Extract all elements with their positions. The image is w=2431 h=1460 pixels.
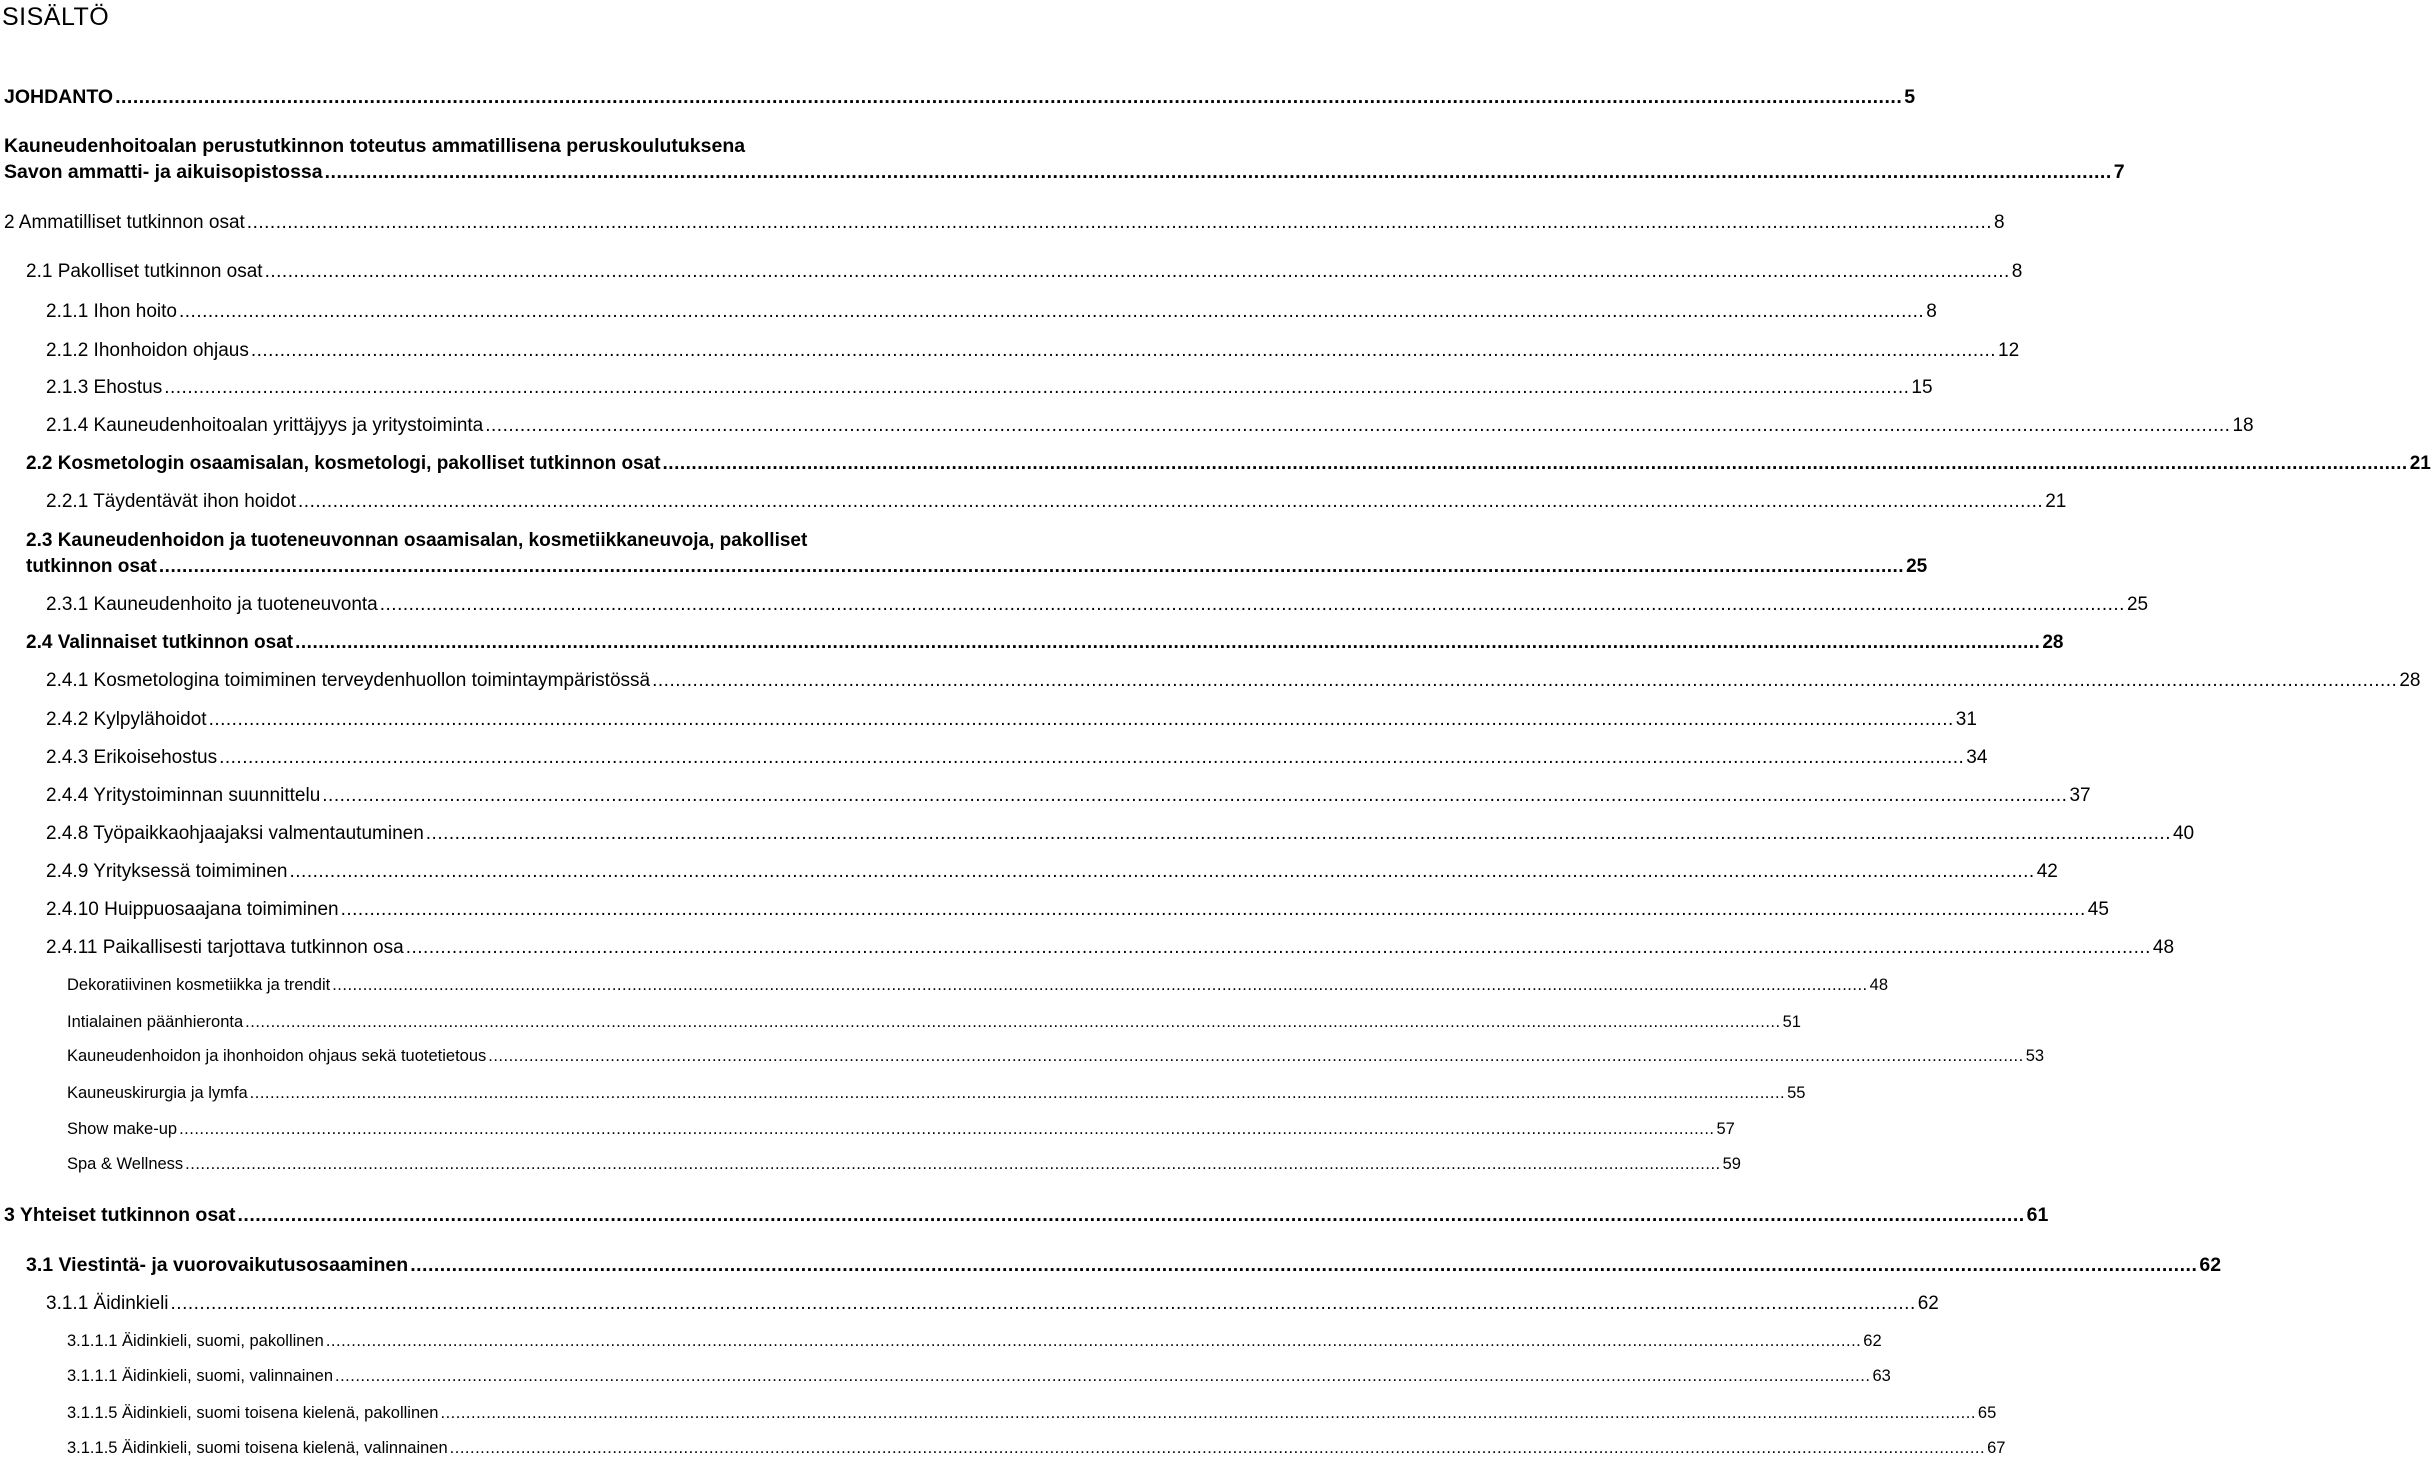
toc-dot-leader: .............................................................................................................................................................................................................................................................................................................. [335,1367,1871,1385]
toc-page-number: 25 [1906,556,1928,577]
toc-page-number: 25 [2126,594,2149,615]
toc-page-number: 55 [1787,1084,1806,1102]
toc-dot-leader: .............................................................................................................................................................................................................................................................................................................. [410,1254,2198,1276]
toc-entry-first-line: 2.3 Kauneudenhoidon ja tuoteneuvonnan osaamisalan, kosmetiikkaneuvoja, pakolliset [26,530,808,551]
toc-entry-title: 2.4.8 Työpaikkaohjaajaksi valmentautuminen [46,823,424,844]
toc-dot-leader: .............................................................................................................................................................................................................................................................................................................. [488,1047,2024,1065]
toc-dot-leader: .............................................................................................................................................................................................................................................................................................................. [115,86,1903,108]
toc-dot-leader: .............................................................................................................................................................................................................................................................................................................. [289,861,2035,882]
toc-entry[interactable] [26,1253,2222,1277]
toc-entry[interactable] [4,1203,2049,1227]
toc-entry-title: Intialainen päänhieronta [67,1013,244,1031]
toc-entry[interactable] [4,160,2125,184]
toc-dot-leader: .............................................................................................................................................................................................................................................................................................................. [264,261,2010,282]
toc-entry-title: 2.1.2 Ihonhoidon ohjaus [46,340,249,361]
toc-entry[interactable] [46,898,2109,922]
toc-entry[interactable] [46,1292,1939,1316]
toc-page-number: 37 [2069,785,2091,806]
toc-dot-leader: .............................................................................................................................................................................................................................................................................................................. [340,899,2086,920]
toc-entry-title: 2.1.3 Ehostus [46,377,163,398]
toc-dot-leader: .............................................................................................................................................................................................................................................................................................................. [652,670,2398,691]
toc-entry[interactable] [46,376,1933,400]
toc-entry[interactable] [67,1437,2006,1459]
toc-dot-leader: .............................................................................................................................................................................................................................................................................................................. [158,556,1905,577]
toc-page-number: 28 [2399,670,2421,691]
toc-page-number: 61 [2026,1204,2049,1226]
toc-dot-leader: .............................................................................................................................................................................................................................................................................................................. [185,1155,1721,1173]
toc-page-number: 67 [1987,1439,2006,1457]
toc-entry-title: Dekoratiivinen kosmetiikka ja trendit [67,976,331,994]
toc-page-number: 51 [1782,1013,1801,1031]
toc-entry-title: 3 Yhteiset tutkinnon osat [4,1204,236,1226]
toc-page-number: 34 [1966,747,1988,768]
toc-dot-leader: .............................................................................................................................................................................................................................................................................................................. [322,785,2068,806]
toc-entry[interactable] [67,1402,1997,1424]
toc-entry-title: 2.4.9 Yrityksessä toimiminen [46,861,288,882]
toc-entry[interactable] [4,85,1916,109]
toc-entry-title: 2.1 Pakolliset tutkinnon osat [26,261,263,282]
toc-entry[interactable] [46,490,2067,514]
toc-page-number: 63 [1872,1367,1891,1385]
toc-entry-first-line: Kauneudenhoitoalan perustutkinnon toteutus ammatillisena peruskoulutuksena [4,135,746,157]
toc-entry-title: tutkinnon osat [26,556,157,577]
toc-entry[interactable] [46,300,1937,324]
toc-dot-leader: .............................................................................................................................................................................................................................................................................................................. [179,1120,1715,1138]
toc-entry[interactable] [67,1045,2045,1067]
toc-entry[interactable] [46,860,2058,884]
toc-dot-leader: .............................................................................................................................................................................................................................................................................................................. [179,301,1925,322]
toc-entry[interactable] [67,1118,1735,1140]
toc-dot-leader: .............................................................................................................................................................................................................................................................................................................. [332,976,1868,994]
toc-dot-leader: .............................................................................................................................................................................................................................................................................................................. [425,823,2171,844]
toc-entry[interactable] [46,669,2421,693]
toc-entry-title: 3.1.1.5 Äidinkieli, suomi toisena kielenä, pakollinen [67,1404,439,1422]
toc-entry-title: 2.4.4 Yritystoiminnan suunnittelu [46,785,321,806]
toc-entry-title: Kauneuskirurgia ja lymfa [67,1084,248,1102]
toc-page-number: 7 [2113,161,2125,183]
toc-entry[interactable] [67,1082,1806,1104]
toc-page-number: 53 [2025,1047,2045,1065]
toc-dot-leader: .............................................................................................................................................................................................................................................................................................................. [662,453,2408,474]
toc-entry[interactable] [4,211,2005,235]
toc-entry[interactable] [67,1365,1891,1387]
toc-page-number: 21 [2045,491,2067,512]
toc-entry[interactable] [46,708,1977,732]
toc-entry-title: 2.2.1 Täydentävät ihon hoidot [46,491,297,512]
toc-dot-leader: .............................................................................................................................................................................................................................................................................................................. [405,937,2151,958]
toc-dot-leader: .............................................................................................................................................................................................................................................................................................................. [170,1293,1916,1314]
toc-entry[interactable] [46,339,2020,363]
toc-dot-leader: .............................................................................................................................................................................................................................................................................................................. [379,594,2125,615]
toc-entry-title: 2.4 Valinnaiset tutkinnon osat [26,632,294,653]
toc-page-number: 8 [2011,261,2023,282]
toc-entry[interactable] [46,936,2175,960]
toc-page-number: 31 [1955,709,1977,730]
toc-dot-leader: .............................................................................................................................................................................................................................................................................................................. [298,491,2044,512]
toc-page-number: 45 [2087,899,2109,920]
toc-page-number: 59 [1722,1155,1741,1173]
toc-dot-leader: .............................................................................................................................................................................................................................................................................................................. [237,1204,2025,1226]
toc-dot-leader: .............................................................................................................................................................................................................................................................................................................. [164,377,1910,398]
toc-entry[interactable] [46,746,1988,770]
toc-page-number: 15 [1911,377,1933,398]
toc-entry-title: 2.1.4 Kauneudenhoitoalan yrittäjyys ja yritystoiminta [46,415,484,436]
toc-entry-title: JOHDANTO [4,86,114,108]
toc-entry-title: 3.1.1.5 Äidinkieli, suomi toisena kielenä, valinnainen [67,1439,448,1457]
toc-page-number: 62 [1917,1293,1939,1314]
page-title: SISÄLTÖ [2,3,110,31]
toc-entry-title: Spa & Wellness [67,1155,184,1173]
toc-page-number: 28 [2042,632,2064,653]
toc-entry-title: 2.3.1 Kauneudenhoito ja tuoteneuvonta [46,594,378,615]
toc-page-number: 62 [2199,1254,2222,1276]
toc-page-number: 62 [1863,1332,1882,1350]
toc-entry-title: 3.1.1 Äidinkieli [46,1293,169,1314]
toc-entry-title: 2.4.3 Erikoisehostus [46,747,218,768]
toc-page-number: 5 [1904,86,1916,108]
toc-entry[interactable] [67,974,1888,996]
toc-entry-title: 2.2 Kosmetologin osaamisalan, kosmetologi, pakolliset tutkinnon osat [26,453,661,474]
toc-entry[interactable] [46,784,2091,808]
toc-dot-leader: .............................................................................................................................................................................................................................................................................................................. [295,632,2041,653]
toc-entry-title: Show make-up [67,1120,178,1138]
toc-page-number: 21 [2409,453,2431,474]
toc-entry-title: 2.4.1 Kosmetologina toimiminen terveydenhuollon toimintaympäristössä [46,670,651,691]
toc-entry[interactable] [26,555,1928,579]
toc-dot-leader: .............................................................................................................................................................................................................................................................................................................. [208,709,1954,730]
toc-entry[interactable] [67,1153,1741,1175]
toc-entry[interactable] [26,452,2431,476]
toc-entry[interactable] [67,1011,1801,1033]
toc-page-number: 40 [2172,823,2195,844]
toc-entry-title: 2.4.2 Kylpylähoidot [46,709,207,730]
toc-dot-leader: .............................................................................................................................................................................................................................................................................................................. [219,747,1965,768]
toc-page-number: 65 [1977,1404,1997,1422]
toc-entry[interactable] [46,593,2149,617]
toc-page-number: 48 [1869,976,1888,994]
toc-dot-leader: .............................................................................................................................................................................................................................................................................................................. [440,1404,1976,1422]
toc-entry-title: 2.4.11 Paikallisesti tarjottava tutkinnon osa [46,937,404,958]
toc-dot-leader: .............................................................................................................................................................................................................................................................................................................. [449,1439,1986,1457]
toc-entry-title: 3.1.1.1 Äidinkieli, suomi, valinnainen [67,1367,333,1385]
toc-dot-leader: .............................................................................................................................................................................................................................................................................................................. [245,1013,1781,1031]
toc-page-number: 8 [1994,212,2005,233]
toc-entry[interactable] [67,1330,1882,1352]
toc-dot-leader: .............................................................................................................................................................................................................................................................................................................. [249,1084,1786,1102]
toc-entry[interactable] [26,631,2064,655]
toc-entry-title: 2.4.10 Huippuosaajana toimiminen [46,899,339,920]
toc-dot-leader: .............................................................................................................................................................................................................................................................................................................. [325,1332,1862,1350]
toc-dot-leader: .............................................................................................................................................................................................................................................................................................................. [246,212,1992,233]
toc-entry-title: Kauneudenhoidon ja ihonhoidon ohjaus sekä tuotetietous [67,1047,487,1065]
toc-entry-title: 2.1.1 Ihon hoito [46,301,177,322]
toc-entry-title: 2 Ammatilliset tutkinnon osat [4,212,245,233]
toc-page-number: 42 [2036,861,2058,882]
toc-page-number: 48 [2152,937,2175,958]
toc-page-number: 57 [1716,1120,1735,1138]
toc-page-number: 12 [1998,340,2020,361]
toc-entry[interactable] [46,822,2195,846]
toc-entry[interactable] [46,414,2254,438]
toc-page-number: 18 [2232,415,2254,436]
toc-page-number: 8 [1926,301,1937,322]
toc-dot-leader: .............................................................................................................................................................................................................................................................................................................. [324,161,2112,183]
toc-dot-leader: .............................................................................................................................................................................................................................................................................................................. [250,340,1997,361]
toc-entry-title: 3.1 Viestintä- ja vuorovaikutusosaaminen [26,1254,409,1276]
toc-dot-leader: .............................................................................................................................................................................................................................................................................................................. [485,415,2231,436]
toc-entry-title: Savon ammatti- ja aikuisopistossa [4,161,323,183]
toc-entry[interactable] [26,260,2023,284]
toc-entry-title: 3.1.1.1 Äidinkieli, suomi, pakollinen [67,1332,324,1350]
